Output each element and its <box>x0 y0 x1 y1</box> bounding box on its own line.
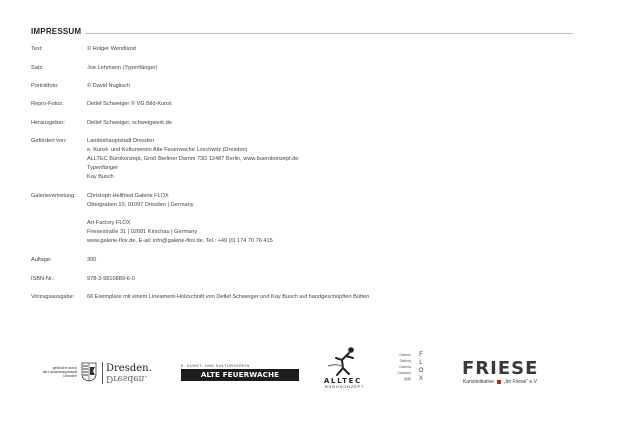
row-value-line: Obergraben 10, 01097 Dresden | Germany <box>87 202 194 209</box>
row-value <box>87 275 135 284</box>
row-value-line: Typenfänger <box>87 165 119 172</box>
flox-word: Галерея <box>397 371 411 375</box>
row-label: Vorzugsausgabe: <box>31 294 75 300</box>
dresden-note-line: gefördert durch <box>52 366 77 370</box>
flox-letter: F <box>419 351 423 358</box>
friese-subtitle-left: Kunstinitiative <box>463 379 494 385</box>
alltec-logo: ALLTEC <box>324 377 362 385</box>
row-value-line: Detlef Schweiger © VG Bild-Kunst <box>87 101 172 107</box>
row-value-line: 300 <box>87 257 97 263</box>
row-label: Text: <box>31 46 43 52</box>
row-label: ISBN-Nr.: <box>31 276 55 282</box>
row-value <box>87 293 369 302</box>
row-value <box>87 137 298 182</box>
dresden-wordmark: Dresden. <box>106 363 152 374</box>
flox-word: Galería <box>399 365 411 369</box>
row-value <box>87 45 136 54</box>
row-value-line: Detlef Schweiger, schweigwerk.de <box>87 120 172 126</box>
row-label: Repro-Fotos: <box>31 101 64 107</box>
flox-letter: X <box>418 375 424 383</box>
dresden-wordmark-mirror: Dresden. <box>106 373 148 383</box>
flox-letter: O <box>418 367 424 375</box>
flox-gallery-words <box>393 352 411 382</box>
alltec-figure-icon <box>322 346 362 378</box>
row-value-line: www.galerie-flox.de, E-ail: info@galerie-flox.de, Tel.: +49 (0) 174 70 76 415 <box>87 238 273 245</box>
row-value <box>87 192 273 247</box>
friese-subtitle-right: „Im Friese“ e.V. <box>503 379 538 385</box>
dresden-divider <box>102 362 103 384</box>
row-value-line: © David Nuglisch <box>87 83 130 89</box>
sponsor-logos <box>0 340 618 400</box>
row-value-line: Art Factory FLOX <box>87 220 131 227</box>
flox-word: 画廊 <box>403 377 411 381</box>
red-square-icon <box>497 380 501 384</box>
row-value <box>87 256 96 265</box>
dresden-logo <box>106 364 152 382</box>
dresden-funding-note <box>33 366 77 379</box>
flox-logo <box>418 351 424 383</box>
friese-subtitle <box>463 379 538 385</box>
flox-letter: L <box>419 359 423 367</box>
row-value <box>87 100 172 109</box>
row-value <box>87 119 172 128</box>
row-label: Satz: <box>31 65 44 71</box>
row-value-line <box>87 210 273 219</box>
row-value-line: 978-3-9810889-6-0 <box>87 276 135 282</box>
row-value-line: Friesestraße 31 | 02681 Kirschau | Germany <box>87 229 198 236</box>
row-label: Herausgeber: <box>31 120 65 126</box>
page-title: IMPRESSUM <box>31 27 82 36</box>
title-rule <box>85 33 573 34</box>
dresden-crest-icon <box>81 362 97 382</box>
row-value-line: Landeshauptstadt Dresden <box>87 138 155 144</box>
alltec-subtitle: BÜROKONZEPT <box>325 384 365 389</box>
row-label: Auflage: <box>31 257 52 263</box>
row-label: Porträtfoto: <box>31 83 59 89</box>
row-value-line: e. Kunst- und Kulturverein Alte Feuerwache Loschwitz (Dresden) <box>87 147 248 154</box>
dresden-note-line: Dresden <box>63 374 77 379</box>
feuerwache-tagline: E. KUNST- UND KULTURVEREIN <box>181 364 250 368</box>
row-label: Gefördert von: <box>31 138 67 144</box>
row-value <box>87 82 130 91</box>
row-value-line: Joe Lehmann (Typenfänger) <box>87 65 158 71</box>
row-value-line: 66 Exemplare mit einem Lineament-Holzschnitt von Detlef Schweiger und Kay Busch auf handgeschöpften Bütten <box>87 294 370 300</box>
dresden-note-line: die Landeshauptstadt <box>42 370 77 375</box>
flox-word: Galerie <box>399 353 411 357</box>
row-value-line: Christoph Hellfried Galerie FLOX <box>87 193 169 199</box>
row-value <box>87 64 157 73</box>
row-value-line: © Holger Wendland <box>87 46 136 52</box>
flox-word: Gallery <box>399 359 411 363</box>
row-label: Galerievertretung: <box>31 193 76 199</box>
row-value-line: Kay Busch <box>87 174 114 181</box>
feuerwache-logo: ALTE FEUERWACHE LOSCHWITZ <box>181 369 299 381</box>
row-value-line: ALLTEC Bürokonzept, Groß Berliner Damm 73D 12487 Berlin, www.buerokonzept.de <box>87 156 299 163</box>
friese-logo: FRIESE <box>462 358 539 379</box>
